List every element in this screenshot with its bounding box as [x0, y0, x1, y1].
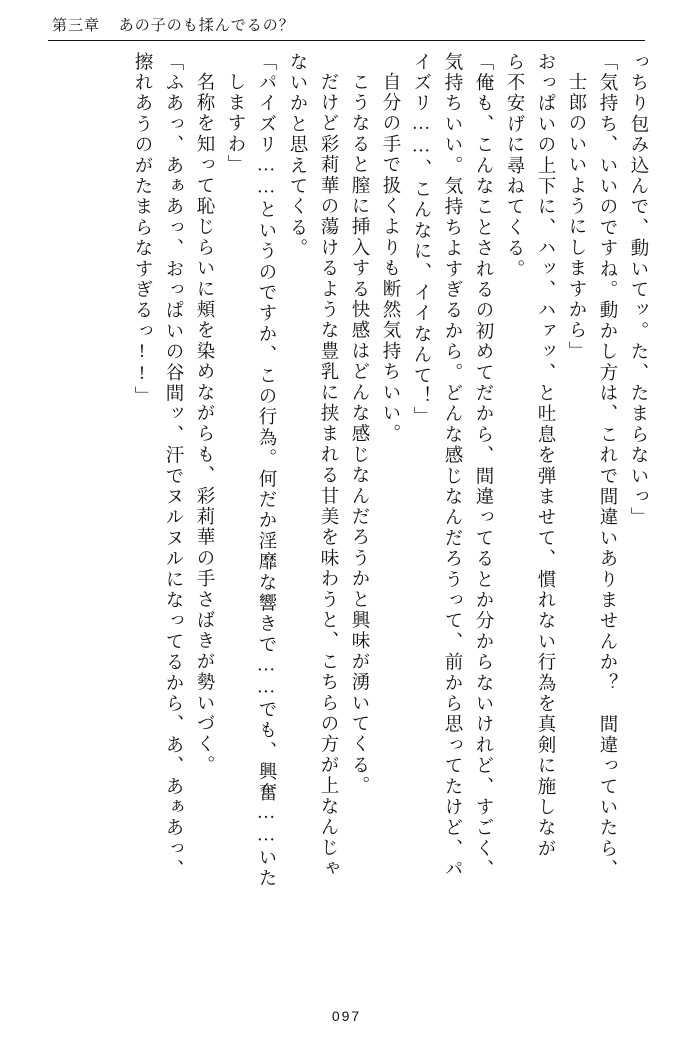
text-line: 自分の手で扱くよりも断然気持ちいい。 — [380, 72, 400, 445]
text-line: っちり包み込んで、動いてッ。た、たまらないっ」 — [628, 52, 648, 529]
page-header — [52, 14, 641, 35]
text-line: 士郎のいいようにしますから」 — [566, 72, 586, 362]
text-line: 気持ちいい。気持ちよすぎるから。どんな感じなんだろうって、前から思ってたけど、パ — [442, 52, 462, 880]
header-divider — [48, 40, 645, 41]
text-line: だけど彩莉華の蕩けるような豊乳に挟まれる甘美を味わうと、こちらの方が上なんじゃ — [318, 72, 338, 880]
text-line: イズリ……、こんなに、イイなんて！」 — [411, 52, 431, 428]
text-line: 「ふあっ、あぁあっ、おっぱいの谷間ッ、汗でヌルヌルになってるから、あ、あぁあっ、 — [163, 52, 183, 880]
text-line: 名称を知って恥じらいに頬を染めながらも、彩莉華の手さばきが勢いづく。 — [194, 72, 214, 776]
text-line: 擦れあうのがたまらなすぎるっ!!」 — [132, 52, 152, 407]
text-line: しますわ」 — [225, 72, 245, 176]
text-line: ないかと思えてくる。 — [287, 52, 307, 259]
text-line: 「パイズリ……というのですか、この行為。何だか淫靡な響きで……でも、興奮……いた — [256, 52, 276, 889]
chapter-number: 第三章 — [52, 18, 101, 34]
page-number: 097 — [331, 1008, 362, 1024]
chapter-title: あの子のも揉んでるの？ — [118, 18, 295, 34]
text-line: おっぱいの上下に、ハッ、ハァッ、と吐息を弾ませて、慣れない行為を真剣に施しなが — [535, 52, 555, 860]
text-line: 「気持ち、いいのですね。動かし方は、これで間違いありませんか？ 間違っていたら、 — [597, 52, 617, 880]
text-line: 「俺も、こんなことされるの初めてだから、間違ってるとか分からないけれど、すごく、 — [473, 52, 493, 880]
body-text-area — [46, 52, 647, 988]
text-line: こうなると膣に挿入する快感はどんな感じなんだろうかと興味が湧いてくる。 — [349, 72, 369, 797]
text-line: ら不安げに尋ねてくる。 — [504, 52, 524, 280]
